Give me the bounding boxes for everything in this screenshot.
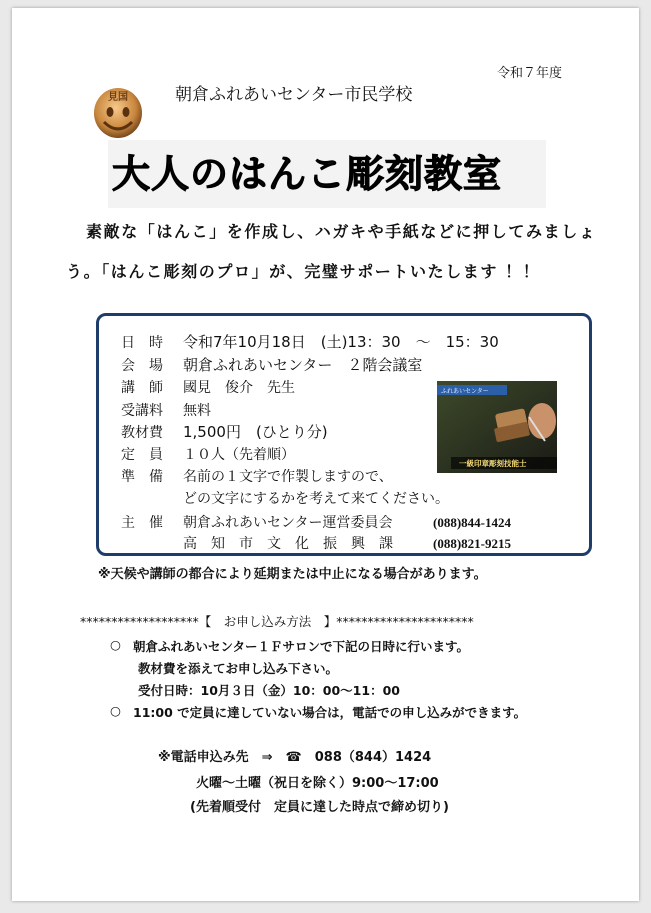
host1-name: 朝倉ふれあいセンター運営委員会 — [183, 515, 393, 531]
host2-phone: (088)821-9215 — [433, 536, 511, 551]
date-value: 令和7年10月18日 (土)13：30 ～ 15：30 — [183, 333, 499, 351]
stamp-carving-photo — [437, 381, 557, 473]
phone-contact: ※電話申込み先 ⇒ ☎ 088（844）1424 — [158, 750, 432, 765]
apply-line-1: 朝倉ふれあいセンター１Ｆサロンで下記の日時に行います。 — [133, 639, 470, 654]
apply-line-3: 受付日時：10月３日（金）10：00～11：00 — [138, 683, 400, 698]
intro-text-line-2: う。「はんこ彫刻のプロ」が、完璧サポートいたします ！！ — [66, 262, 541, 281]
application-heading: *******************【 お申し込み方法 】********************** — [80, 614, 474, 629]
svg-text:ふれあいセンター: ふれあいセンター — [441, 388, 489, 395]
teacher-label: 講 師 — [121, 380, 163, 396]
fiscal-year: 令和７年度 — [497, 66, 563, 81]
teacher-row — [121, 377, 295, 397]
apply-line-4: 11:00 で定員に達していない場合は，電話での申し込みができます。 — [133, 705, 527, 720]
host2-name: 高 知 市 文 化 振 興 課 — [183, 536, 393, 552]
material-value: 1,500円 (ひとり分) — [183, 423, 328, 441]
smiley-stamp-logo — [92, 82, 144, 140]
photo-caption: 一級印章彫刻技能士 — [459, 459, 527, 468]
material-row — [121, 421, 328, 442]
fee-label: 受講料 — [121, 403, 163, 419]
postponement-notice: ※天候や講師の都合により延期または中止になる場合があります。 — [98, 567, 487, 582]
phone-note: (先着順受付 定員に達した時点で締め切り) — [190, 800, 449, 815]
prep-row — [121, 466, 393, 486]
apply-line-2: 教材費を添えてお申し込み下さい。 — [138, 661, 339, 676]
prep-row-2 — [183, 488, 449, 508]
host-row-2 — [183, 533, 511, 553]
intro-text-line-1: 素敵な「はんこ」を作成し、ハガキや手紙などに押してみましょ — [86, 222, 597, 241]
host-label: 主 催 — [121, 515, 163, 531]
teacher-value: 國見 俊介 先生 — [183, 380, 295, 396]
school-name: 朝倉ふれあいセンター市民学校 — [175, 85, 413, 105]
date-row — [121, 331, 499, 352]
prep-value-2: どの文字にするかを考えて来てください。 — [183, 491, 449, 507]
prep-value-1: 名前の１文字で作製しますので、 — [183, 469, 393, 485]
svg-text:見国: 見国 — [108, 92, 128, 103]
capacity-label: 定 員 — [121, 447, 163, 463]
capacity-row — [121, 444, 295, 464]
venue-row — [121, 354, 422, 375]
prep-label: 準 備 — [121, 469, 163, 485]
material-label: 教材費 — [121, 425, 163, 441]
apply-bullet-2: ○ — [110, 703, 121, 718]
fee-value: 無料 — [183, 403, 211, 419]
capacity-value: １０人（先着順） — [183, 447, 295, 463]
venue-label: 会 場 — [121, 358, 163, 374]
date-label: 日 時 — [121, 335, 163, 351]
apply-bullet-1: ○ — [110, 637, 121, 652]
host-row-1 — [121, 512, 511, 532]
fee-row — [121, 400, 211, 420]
page-title: 大人のはんこ彫刻教室 — [112, 152, 503, 196]
phone-hours: 火曜～土曜（祝日を除く）9:00～17:00 — [196, 776, 439, 791]
venue-value: 朝倉ふれあいセンター ２階会議室 — [183, 356, 423, 374]
host1-phone: (088)844-1424 — [433, 515, 511, 530]
